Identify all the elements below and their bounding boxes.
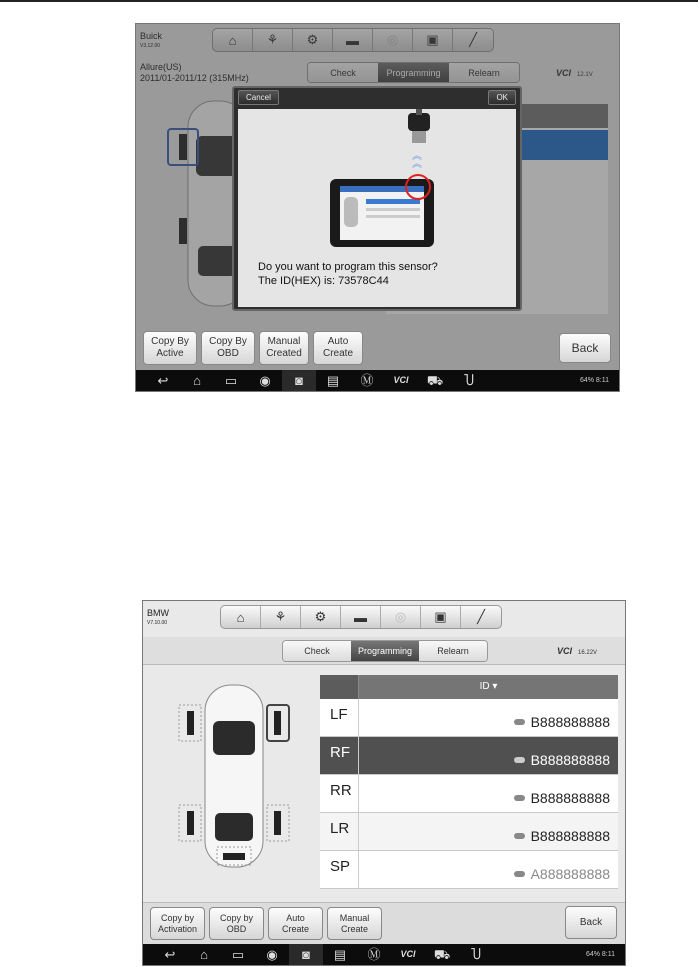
wheel-position: LF: [320, 699, 359, 736]
sensor-id: B888888888: [530, 752, 610, 768]
dialog-sensor-id: The ID(HEX) is: 73578C44: [258, 274, 389, 287]
button-line2: Activation: [157, 923, 198, 934]
app-name: Buick: [140, 31, 163, 41]
sensor-icon: [514, 719, 525, 725]
tab-check[interactable]: Check: [283, 641, 351, 661]
button-line2: Create: [340, 923, 368, 934]
table-row-lr[interactable]: [320, 813, 618, 851]
wheel-position: SP: [320, 851, 359, 888]
back-icon[interactable]: ↩: [157, 373, 169, 388]
tpms-icon[interactable]: Ⴎ: [470, 947, 482, 962]
browser-icon[interactable]: ◉: [259, 373, 271, 388]
copy-by-activation-button[interactable]: [150, 907, 205, 940]
button-line2: OBD: [217, 348, 239, 359]
page-top-rule: [0, 0, 698, 2]
back-button[interactable]: Back: [565, 906, 617, 939]
browser-icon[interactable]: ◉: [266, 947, 278, 962]
car-diagram: [173, 681, 293, 871]
status-area: 64% 8:11: [585, 951, 615, 958]
button-line1: Manual: [267, 336, 301, 347]
screenshot-programming-table: [142, 600, 626, 966]
button-line2: OBD: [226, 923, 247, 934]
program-sensor-dialog: [232, 86, 522, 311]
id-column-header[interactable]: ID ▾: [479, 681, 498, 692]
sensor-id: B888888888: [530, 828, 610, 844]
android-nav-bar: [143, 944, 625, 965]
home-icon[interactable]: ⌂: [200, 947, 208, 962]
battery-voltage: 12.1V: [577, 72, 593, 78]
button-line2: Active: [156, 348, 184, 359]
position-column-header: [320, 675, 359, 699]
tire-icon[interactable]: ⚘: [253, 29, 293, 51]
tab-programming[interactable]: Programming: [378, 63, 449, 82]
app-version: V7.10.00: [147, 619, 168, 626]
home-icon[interactable]: ⌂: [221, 606, 261, 628]
maxisys-icon[interactable]: Ⓜ: [367, 947, 381, 962]
battery-voltage: 16.22V: [578, 650, 598, 656]
button-line1: Copy By: [209, 336, 247, 347]
button-line2: Create: [322, 348, 353, 359]
function-bar: [136, 331, 619, 365]
home-icon[interactable]: ⌂: [213, 29, 253, 51]
vehicle-years: 2011/01-2011/12 (315MHz): [140, 72, 249, 83]
tab-relearn[interactable]: Relearn: [419, 641, 487, 661]
dialog-body: [238, 109, 516, 307]
copy-by-active-button[interactable]: [143, 331, 197, 365]
vci-label: VCI: [556, 68, 572, 78]
tire-icon[interactable]: ⚘: [261, 606, 301, 628]
dialog-question: Do you want to program this sensor?: [258, 261, 438, 273]
button-line1: Manual: [339, 912, 370, 923]
pen-icon[interactable]: ╱: [477, 609, 485, 624]
auto-create-button[interactable]: [268, 907, 323, 940]
help-icon: ◎: [373, 29, 413, 51]
android-nav-bar: [136, 370, 619, 391]
image-icon[interactable]: ▤: [333, 947, 347, 962]
button-line1: Copy by: [160, 912, 195, 923]
back-icon[interactable]: ↩: [164, 947, 176, 962]
dialog-message: [258, 261, 438, 289]
maxisys-icon[interactable]: Ⓜ: [360, 373, 374, 388]
save-icon[interactable]: ▣: [413, 29, 453, 51]
vci-label: VCI: [557, 646, 573, 656]
printer-icon[interactable]: ▬: [333, 29, 373, 51]
tab-programming[interactable]: Programming: [351, 641, 419, 661]
home-icon[interactable]: ⌂: [193, 373, 201, 388]
image-icon[interactable]: ▤: [326, 373, 340, 388]
dialog-header: [234, 88, 520, 107]
status-area: 64% 8:11: [579, 377, 609, 384]
pen-icon[interactable]: ╱: [469, 32, 477, 47]
sensor-icon: [514, 833, 525, 839]
vci-status: [557, 646, 597, 656]
ok-button[interactable]: OK: [488, 90, 516, 105]
vci-icon[interactable]: VCI: [400, 949, 416, 959]
manual-create-button[interactable]: [327, 907, 382, 940]
sensor-icon: [514, 757, 525, 763]
button-line1: Auto: [286, 912, 305, 923]
button-line2: Create: [281, 923, 309, 934]
table-row-rr[interactable]: [320, 775, 618, 813]
table-row-lf[interactable]: [320, 699, 618, 737]
vci-icon[interactable]: VCI: [393, 375, 409, 385]
tab-relearn[interactable]: Relearn: [449, 63, 519, 82]
top-toolbar: [220, 605, 502, 629]
printer-icon[interactable]: ▬: [341, 606, 381, 628]
table-row-rf[interactable]: [320, 737, 618, 775]
sensor-icon: [514, 871, 525, 877]
sensor-id: A888888888: [530, 866, 610, 882]
manual-created-button[interactable]: [259, 331, 309, 365]
vehicle-model: Allure(US): [140, 62, 182, 72]
back-button[interactable]: Back: [559, 333, 611, 363]
button-line1: Auto: [327, 336, 349, 347]
wheel-position: RR: [320, 775, 359, 812]
auto-create-button[interactable]: [313, 331, 363, 365]
help-icon: ◎: [381, 606, 421, 628]
sensor-id: B888888888: [530, 790, 610, 806]
copy-by-obd-button[interactable]: [209, 907, 264, 940]
app-name: BMW: [147, 608, 169, 618]
copy-by-obd-button[interactable]: [201, 331, 255, 365]
save-icon[interactable]: ▣: [421, 606, 461, 628]
tab-check[interactable]: Check: [308, 63, 378, 82]
svg-text:︽: ︽: [412, 151, 422, 162]
recent-apps-icon[interactable]: ▭: [224, 373, 238, 388]
button-line2: Created: [266, 348, 302, 359]
table-row-sp[interactable]: [320, 851, 618, 889]
button-line1: Copy by: [219, 912, 254, 923]
car-icon[interactable]: ⛟: [426, 373, 444, 388]
mode-tabs: [282, 640, 488, 662]
function-bar: [143, 907, 625, 940]
gear-icon[interactable]: ⚙: [293, 29, 333, 51]
button-line1: Copy By: [151, 336, 189, 347]
recent-apps-icon[interactable]: ▭: [231, 947, 245, 962]
wheel-position: RF: [320, 737, 359, 774]
camera-icon[interactable]: ◙: [289, 944, 323, 965]
app-title: [147, 604, 169, 626]
wheel-position: LR: [320, 813, 359, 850]
sensor-id-table: [320, 675, 618, 889]
gear-icon[interactable]: ⚙: [301, 606, 341, 628]
tpms-icon[interactable]: Ⴎ: [463, 373, 475, 388]
cancel-button[interactable]: Cancel: [238, 90, 279, 105]
app-version: V3.12.00: [140, 42, 161, 49]
screenshot-program-dialog: [135, 23, 620, 392]
sensor-icon: [514, 795, 525, 801]
camera-icon[interactable]: ◙: [282, 370, 316, 391]
table-header: [320, 675, 618, 699]
sensor-id: B888888888: [530, 714, 610, 730]
svg-text:︽: ︽: [412, 159, 422, 170]
car-icon[interactable]: ⛟: [433, 947, 451, 962]
